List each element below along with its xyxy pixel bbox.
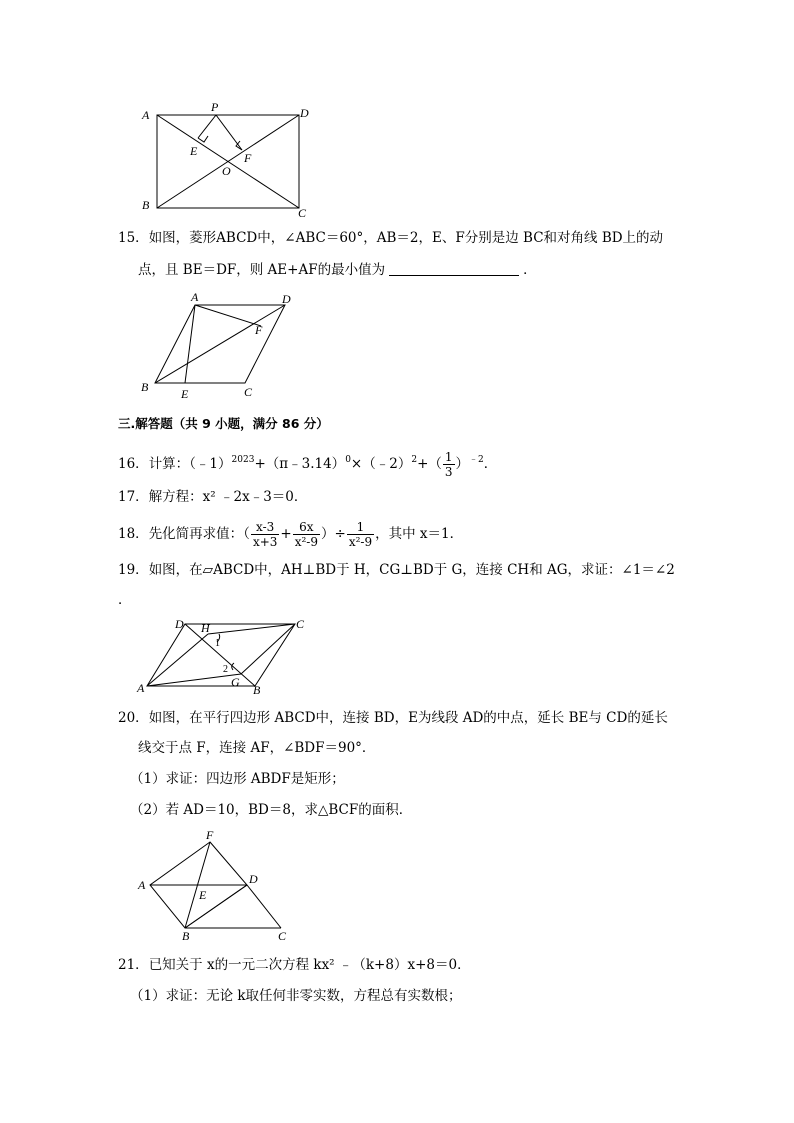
fraction-3: $\frac{1}{\text{x²-9}}$ [348, 520, 373, 549]
q20-line2: 线交于点 F，连接 AF，∠BDF＝90°． [138, 740, 376, 756]
label-P: P [211, 100, 219, 114]
q15-line1 [118, 228, 663, 248]
label-A: A [142, 108, 150, 122]
label-F: F [255, 323, 263, 337]
label-F: F [206, 828, 214, 842]
figure-rhombus [135, 290, 305, 402]
q15-text1: 如图，菱形ABCD中，∠ABC＝60°，AB＝2，E、F分别是边 BC和对角线 BD上的动 [148, 230, 664, 246]
label-B: B [141, 380, 149, 394]
label-A: A [191, 290, 199, 304]
q20-line1: 20．如图，在平行四边形 ABCD中，连接 BD，E为线段 AD的中点，延长 BE与 CD的延长 [118, 710, 668, 726]
label-D: D [175, 617, 184, 631]
label-H: H [201, 621, 210, 635]
q21-line1: 21．已知关于 x的一元二次方程 kx² ﹣（k+8）x+8＝0． [118, 957, 471, 973]
q17: 17．解方程：x² ﹣2x﹣3＝0． [118, 489, 308, 505]
label-B: B [142, 198, 150, 212]
label-G: G [231, 675, 240, 689]
label-A: A [137, 681, 145, 695]
label-C: C [244, 385, 253, 399]
q18: 18．先化简再求值：（ $\frac{x-3}{x+3}$ + $\frac{6x}{\text{x²-9}}$ ）÷ $\frac{1}{\text{x²-9}}$ ，其中 x＝1． [118, 520, 464, 549]
label-C: C [298, 206, 307, 220]
label-B: B [253, 683, 261, 697]
q15-line2: 点，且 BE＝DF，则 AE+AF的最小值为 ． [138, 262, 537, 278]
fraction-2: $\frac{6x}{\text{x²-9}}$ [294, 520, 318, 549]
figure-parallelogram [135, 612, 315, 697]
q16: 16．计算：（﹣1）$^{2023}$+（π﹣3.14）$^0$×（﹣2）$^2$+（ $\frac{1}{3}$ ）$^{﹣2}$． [118, 450, 498, 479]
label-C: C [278, 929, 287, 943]
label-E: E [190, 144, 198, 158]
label-B: B [182, 929, 190, 943]
label-D: D [249, 872, 258, 886]
q20-part2: （2）若 AD＝10，BD＝8，求△BCF的面积． [130, 802, 413, 818]
q15-num: 15． [118, 230, 149, 246]
section-title: 三.解答题（共 9 小题，满分 86 分） [118, 416, 329, 431]
q19-line1: 19．如图，在▱ABCD中，AH⊥BD于 H，CG⊥BD于 G，连接 CH和 AG，求证：∠1＝∠2 [118, 562, 675, 578]
q19-line2: ． [118, 592, 132, 608]
label-1: 1 [215, 638, 220, 649]
label-E: E [181, 387, 189, 401]
label-A: A [138, 878, 146, 892]
figure-rectangle-abdf [135, 828, 305, 943]
label-O: O [222, 164, 231, 178]
q21-part1: （1）求证：无论 k取任何非零实数，方程总有实数根； [130, 988, 462, 1004]
label-2: 2 [223, 664, 228, 675]
answer-blank[interactable] [389, 261, 519, 276]
fraction: $\frac{1}{3}$ [444, 450, 453, 479]
label-F: F [244, 151, 252, 165]
label-C: C [296, 617, 305, 631]
q15-text2: 点，且 BE＝DF，则 AE+AF的最小值为 [138, 262, 386, 278]
fraction-1: $\frac{x-3}{x+3}$ [252, 520, 278, 549]
figure-rectangle [138, 95, 318, 220]
label-E: E [199, 888, 207, 902]
q20-part1: （1）求证：四边形 ABDF是矩形； [130, 771, 345, 787]
label-D: D [282, 292, 291, 306]
label-D: D [300, 106, 309, 120]
